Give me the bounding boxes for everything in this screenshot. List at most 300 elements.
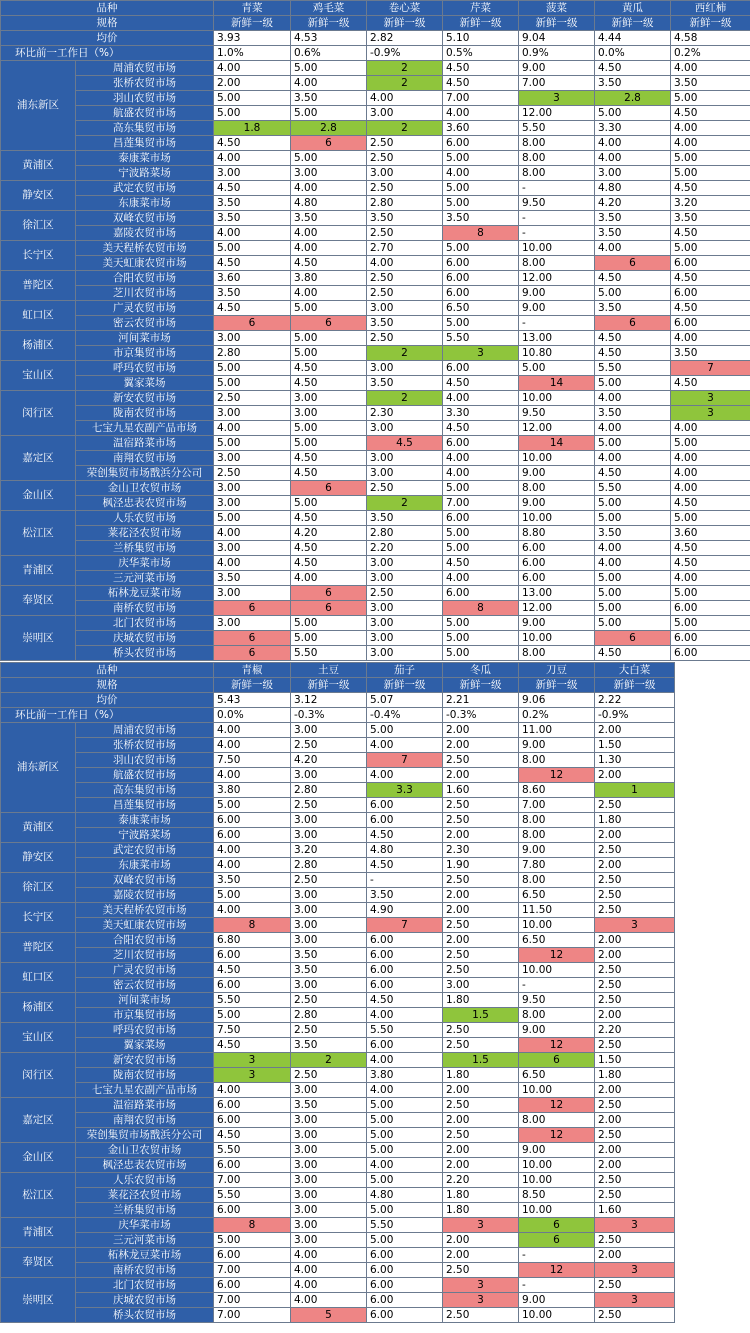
price-cell: 3.50	[367, 888, 443, 903]
table-row	[1, 783, 675, 798]
district-label: 杨浦区	[1, 993, 76, 1023]
price-cell: 6.00	[443, 361, 519, 376]
price-cell: 3.50	[291, 211, 367, 226]
price-cell: 2.30	[443, 843, 519, 858]
table-row	[1, 436, 750, 451]
price-cell: 6	[519, 1053, 595, 1068]
price-cell: 2.8	[291, 121, 367, 136]
price-cell: 3	[443, 1218, 519, 1233]
price-cell: 4.00	[443, 106, 519, 121]
table-row	[1, 406, 750, 421]
market-name: 庆城农贸市场	[76, 1293, 214, 1308]
price-cell: 4.00	[443, 466, 519, 481]
price-cell: 2.00	[595, 1143, 675, 1158]
price-cell: 4.00	[214, 843, 291, 858]
price-cell: 3.00	[367, 646, 443, 661]
spec-header: 新鲜一级	[291, 678, 367, 693]
price-cell: 3.20	[671, 196, 750, 211]
price-cell: 12	[519, 1263, 595, 1278]
market-name: 陇南农贸市场	[76, 1068, 214, 1083]
price-cell: 5.00	[671, 166, 750, 181]
price-cell: 3.80	[367, 1068, 443, 1083]
table-row	[1, 256, 750, 271]
price-table-2	[0, 662, 675, 1323]
price-cell: 3.50	[671, 346, 750, 361]
table-row	[1, 106, 750, 121]
price-cell: 4.00	[595, 556, 671, 571]
market-name: 三元河菜市场	[76, 571, 214, 586]
market-name: 庆华菜市场	[76, 556, 214, 571]
header-row	[1, 46, 750, 61]
price-cell: 4.50	[214, 181, 291, 196]
price-cell: 3.80	[291, 271, 367, 286]
price-cell: 1.80	[595, 813, 675, 828]
price-cell: 2.50	[367, 286, 443, 301]
market-name: 武定农贸市场	[76, 843, 214, 858]
price-cell: 6.00	[367, 798, 443, 813]
price-cell: 3.00	[214, 496, 291, 511]
price-cell: 4.50	[367, 858, 443, 873]
table-row	[1, 1038, 675, 1053]
price-cell: 3.50	[291, 948, 367, 963]
price-cell: 3.00	[214, 616, 291, 631]
table-row	[1, 1278, 675, 1293]
market-name: 泰康菜市场	[76, 813, 214, 828]
price-table-1	[0, 0, 750, 661]
table-row	[1, 1308, 675, 1323]
price-cell: 2.00	[595, 1113, 675, 1128]
change-percent: -0.9%	[595, 708, 675, 723]
price-cell: 9.00	[519, 1023, 595, 1038]
price-cell: 2.00	[443, 1083, 519, 1098]
price-cell: 8	[214, 1218, 291, 1233]
price-cell: 3.00	[291, 1173, 367, 1188]
price-cell: 10.80	[519, 346, 595, 361]
price-cell: 3.00	[291, 723, 367, 738]
price-cell: 8.60	[519, 783, 595, 798]
price-cell: 3	[519, 91, 595, 106]
item-header: 卷心菜	[367, 1, 443, 16]
price-cell: 2.50	[291, 993, 367, 1008]
header-row	[1, 663, 675, 678]
header-row	[1, 693, 675, 708]
market-name: 美天程桥农贸市场	[76, 241, 214, 256]
price-cell: 6	[214, 646, 291, 661]
price-cell: 5.50	[367, 1218, 443, 1233]
district-label: 金山区	[1, 1143, 76, 1173]
price-cell: 5.00	[214, 888, 291, 903]
price-cell: 10.00	[519, 631, 595, 646]
price-cell: 3.00	[367, 361, 443, 376]
change-percent: 0.9%	[519, 46, 595, 61]
table-row	[1, 1203, 675, 1218]
market-name: 嘉陵农贸市场	[76, 226, 214, 241]
table-row	[1, 1098, 675, 1113]
price-cell: 5.00	[291, 496, 367, 511]
price-cell: 2.50	[443, 873, 519, 888]
price-cell: 3.00	[214, 586, 291, 601]
price-cell: 2.50	[595, 798, 675, 813]
price-cell: -	[519, 211, 595, 226]
price-cell: 6	[595, 631, 671, 646]
price-cell: 3	[595, 1293, 675, 1308]
avg-price-label: 均价	[1, 693, 214, 708]
spec-header: 新鲜一级	[595, 678, 675, 693]
price-cell: 2.80	[291, 1008, 367, 1023]
price-cell: 6	[519, 1218, 595, 1233]
price-cell: 10.00	[519, 918, 595, 933]
price-cell: 4.00	[671, 451, 750, 466]
price-cell: 2.20	[595, 1023, 675, 1038]
avg-price-label: 均价	[1, 31, 214, 46]
table-row	[1, 496, 750, 511]
item-header: 菠菜	[519, 1, 595, 16]
change-percent-label: 环比前一工作日（%）	[1, 708, 214, 723]
table-row	[1, 1158, 675, 1173]
price-cell: 4.00	[291, 571, 367, 586]
price-cell: 3.00	[291, 1143, 367, 1158]
price-cell: 3.00	[214, 406, 291, 421]
market-name: 呼玛农贸市场	[76, 361, 214, 376]
price-cell: 6.00	[367, 1278, 443, 1293]
price-cell: 3.00	[291, 813, 367, 828]
table-row	[1, 616, 750, 631]
price-cell: 4.50	[367, 828, 443, 843]
price-cell: 3.20	[291, 843, 367, 858]
price-cell: 6.00	[214, 948, 291, 963]
price-cell: 5.00	[214, 1233, 291, 1248]
avg-price: 5.43	[214, 693, 291, 708]
price-cell: 5.50	[214, 1188, 291, 1203]
price-cell: 4.00	[443, 451, 519, 466]
price-cell: 5.50	[214, 993, 291, 1008]
price-cell: 6.00	[214, 1113, 291, 1128]
market-name: 陇南农贸市场	[76, 406, 214, 421]
market-name: 莱花泾农贸市场	[76, 526, 214, 541]
price-cell: 5.00	[595, 511, 671, 526]
price-cell: 4.00	[443, 571, 519, 586]
change-percent: 0.0%	[595, 46, 671, 61]
table-row	[1, 331, 750, 346]
price-cell: 9.00	[519, 1293, 595, 1308]
price-cell: 3.50	[595, 226, 671, 241]
price-cell: 4.00	[671, 136, 750, 151]
item-header: 大白菜	[595, 663, 675, 678]
market-name: 宁波路菜场	[76, 828, 214, 843]
avg-price: 4.58	[671, 31, 750, 46]
price-cell: 1.50	[595, 1053, 675, 1068]
price-cell: 12.00	[519, 106, 595, 121]
price-cell: 10.00	[519, 511, 595, 526]
market-name: 河间菜市场	[76, 993, 214, 1008]
price-cell: 2.00	[595, 1158, 675, 1173]
market-name: 兰桥集贸市场	[76, 541, 214, 556]
table-row	[1, 798, 675, 813]
item-header: 茄子	[367, 663, 443, 678]
district-label: 青浦区	[1, 556, 76, 586]
market-name: 兰桥集贸市场	[76, 1203, 214, 1218]
price-cell: 2.50	[291, 798, 367, 813]
price-cell: 3.00	[291, 918, 367, 933]
price-cell: 4.50	[214, 256, 291, 271]
price-cell: 9.00	[519, 286, 595, 301]
market-name: 南翔农贸市场	[76, 451, 214, 466]
price-cell: 6.00	[671, 256, 750, 271]
price-cell: 9.00	[519, 1143, 595, 1158]
price-cell: 6	[291, 316, 367, 331]
price-cell: 6.00	[519, 571, 595, 586]
price-cell: 1.80	[443, 993, 519, 1008]
price-cell: 2.50	[367, 331, 443, 346]
price-cell: 5.00	[595, 106, 671, 121]
market-name: 三元河菜市场	[76, 1233, 214, 1248]
price-cell: 3.00	[214, 541, 291, 556]
price-cell: 4.00	[671, 331, 750, 346]
price-cell: 4.00	[214, 61, 291, 76]
price-cell: 4.80	[367, 843, 443, 858]
market-name: 羽山农贸市场	[76, 91, 214, 106]
price-cell: 3.00	[367, 451, 443, 466]
price-cell: 4.00	[443, 391, 519, 406]
price-cell: 2.50	[443, 813, 519, 828]
price-cell: 4.00	[367, 256, 443, 271]
price-cell: 4.50	[291, 466, 367, 481]
price-cell: 1.90	[443, 858, 519, 873]
price-cell: 6	[214, 631, 291, 646]
price-cell: 6.00	[671, 601, 750, 616]
table-row	[1, 211, 750, 226]
price-cell: 2.50	[595, 1098, 675, 1113]
change-percent: -0.3%	[291, 708, 367, 723]
price-cell: 9.00	[519, 616, 595, 631]
price-cell: 3.50	[595, 301, 671, 316]
price-cell: 7	[671, 361, 750, 376]
price-cell: 8	[443, 601, 519, 616]
item-header: 刀豆	[519, 663, 595, 678]
market-name: 航盛农贸市场	[76, 768, 214, 783]
table-row	[1, 813, 675, 828]
district-label: 杨浦区	[1, 331, 76, 361]
price-cell: 4.00	[214, 858, 291, 873]
avg-price: 9.06	[519, 693, 595, 708]
price-cell: 2.50	[291, 1068, 367, 1083]
spec-header: 新鲜一级	[443, 16, 519, 31]
header-row	[1, 678, 675, 693]
price-cell: 3.00	[291, 768, 367, 783]
price-cell: 5.00	[367, 1173, 443, 1188]
change-percent: 0.0%	[214, 708, 291, 723]
price-cell: 3.00	[291, 933, 367, 948]
price-cell: 2.50	[367, 226, 443, 241]
price-cell: 3.50	[671, 76, 750, 91]
price-cell: 2.50	[595, 1128, 675, 1143]
price-cell: 5.00	[214, 241, 291, 256]
price-cell: 8.50	[519, 1188, 595, 1203]
price-cell: 3.00	[367, 166, 443, 181]
price-cell: 5.00	[443, 646, 519, 661]
price-cell: 2.50	[367, 151, 443, 166]
price-cell: 3.00	[291, 1218, 367, 1233]
district-label: 黄浦区	[1, 813, 76, 843]
price-cell: 4.50	[214, 1128, 291, 1143]
price-cell: 4.00	[367, 768, 443, 783]
price-cell: 2.00	[443, 1248, 519, 1263]
market-name: 南桥农贸市场	[76, 1263, 214, 1278]
header-row	[1, 1, 750, 16]
price-cell: 6.00	[671, 631, 750, 646]
price-cell: 4.00	[367, 1008, 443, 1023]
price-cell: 4.50	[671, 226, 750, 241]
market-name: 密云农贸市场	[76, 978, 214, 993]
price-cell: 4.00	[367, 1083, 443, 1098]
price-cell: 5.00	[671, 151, 750, 166]
price-cell: 12	[519, 1098, 595, 1113]
price-cell: 2.20	[443, 1173, 519, 1188]
price-cell: 7.50	[214, 753, 291, 768]
change-percent: 0.2%	[671, 46, 750, 61]
price-cell: 4.00	[291, 226, 367, 241]
price-cell: 4.50	[291, 451, 367, 466]
price-cell: 3.00	[291, 1113, 367, 1128]
price-cell: 4.00	[367, 738, 443, 753]
price-cell: 4.00	[443, 166, 519, 181]
price-cell: 4.50	[671, 301, 750, 316]
price-cell: 5.50	[214, 1143, 291, 1158]
table-row	[1, 91, 750, 106]
price-cell: 3	[443, 1293, 519, 1308]
price-cell: 5.00	[443, 616, 519, 631]
price-cell: 6.00	[214, 978, 291, 993]
change-percent: 0.5%	[443, 46, 519, 61]
price-cell: 3.00	[367, 556, 443, 571]
table-row	[1, 1023, 675, 1038]
price-cell: 5.00	[367, 1203, 443, 1218]
market-name: 新安农贸市场	[76, 391, 214, 406]
price-cell: 6.00	[443, 511, 519, 526]
price-cell: 4.00	[367, 1053, 443, 1068]
price-cell: 2.50	[367, 481, 443, 496]
price-cell: 14	[519, 376, 595, 391]
price-cell: 5.00	[367, 1098, 443, 1113]
price-cell: 4.50	[443, 76, 519, 91]
price-cell: 2.50	[443, 963, 519, 978]
price-cell: 5.00	[443, 526, 519, 541]
spec-header: 新鲜一级	[214, 678, 291, 693]
price-cell: 12.00	[519, 601, 595, 616]
table-row	[1, 526, 750, 541]
price-cell: 6.00	[367, 933, 443, 948]
price-cell: 1.50	[595, 738, 675, 753]
table-row	[1, 723, 675, 738]
market-name: 温宿路菜市场	[76, 1098, 214, 1113]
price-cell: 4.00	[291, 1263, 367, 1278]
price-cell: 4.50	[443, 61, 519, 76]
price-cell: 3.00	[291, 166, 367, 181]
price-cell: 6.00	[443, 286, 519, 301]
price-cell: 4.00	[291, 1248, 367, 1263]
market-name: 东康菜市场	[76, 858, 214, 873]
price-cell: 5.50	[595, 361, 671, 376]
price-cell: 3.50	[214, 571, 291, 586]
price-cell: 4.00	[671, 61, 750, 76]
price-cell: 2.50	[214, 466, 291, 481]
district-label: 金山区	[1, 481, 76, 511]
price-cell: 2.50	[367, 271, 443, 286]
district-label: 崇明区	[1, 616, 76, 661]
market-name: 河间菜市场	[76, 331, 214, 346]
price-cell: 5.00	[443, 631, 519, 646]
price-cell: 3.00	[367, 601, 443, 616]
price-cell: 6	[214, 316, 291, 331]
district-label: 嘉定区	[1, 436, 76, 481]
table-row	[1, 768, 675, 783]
price-cell: 6.00	[367, 1308, 443, 1323]
price-cell: 4.90	[367, 903, 443, 918]
price-cell: 5.00	[595, 616, 671, 631]
change-percent: -0.4%	[367, 708, 443, 723]
price-cell: 12.00	[519, 421, 595, 436]
price-cell: 2.00	[443, 888, 519, 903]
price-cell: 4.50	[595, 466, 671, 481]
price-cell: 3.00	[291, 1188, 367, 1203]
market-name: 翼家菜场	[76, 1038, 214, 1053]
price-cell: 4.50	[443, 421, 519, 436]
table-row	[1, 1083, 675, 1098]
price-cell: 6.00	[214, 813, 291, 828]
price-cell: 3.00	[291, 903, 367, 918]
price-cell: 3.50	[367, 211, 443, 226]
price-cell: 6.50	[519, 888, 595, 903]
price-cell: 8.00	[519, 1008, 595, 1023]
district-label: 普陀区	[1, 271, 76, 301]
market-name: 张桥农贸市场	[76, 76, 214, 91]
price-cell: 2	[367, 346, 443, 361]
spec-header-label: 规格	[1, 16, 214, 31]
price-cell: 5.00	[291, 436, 367, 451]
price-cell: 6.00	[671, 316, 750, 331]
price-cell: 8.00	[519, 1113, 595, 1128]
price-cell: 3.00	[214, 166, 291, 181]
price-cell: 4.80	[291, 196, 367, 211]
market-name: 枫泾忠表农贸市场	[76, 496, 214, 511]
price-cell: 13.00	[519, 586, 595, 601]
market-name: 北门农贸市场	[76, 616, 214, 631]
price-cell: 7.00	[519, 798, 595, 813]
table-row	[1, 993, 675, 1008]
price-cell: 1.60	[595, 1203, 675, 1218]
header-row	[1, 16, 750, 31]
price-cell: 2.00	[443, 768, 519, 783]
price-cell: 8.00	[519, 753, 595, 768]
price-cell: -	[519, 1248, 595, 1263]
change-percent: 0.2%	[519, 708, 595, 723]
market-name: 七宝九星农副产品市场	[76, 421, 214, 436]
table-row	[1, 151, 750, 166]
price-cell: 5.00	[291, 631, 367, 646]
market-name: 荣创集贸市场戬浜分公司	[76, 466, 214, 481]
price-cell: 2.00	[443, 828, 519, 843]
item-header: 鸡毛菜	[291, 1, 367, 16]
price-cell: 8.00	[519, 256, 595, 271]
market-name: 庆城农贸市场	[76, 631, 214, 646]
price-cell: 12	[519, 1038, 595, 1053]
price-cell: 2.00	[595, 723, 675, 738]
market-name: 双峰农贸市场	[76, 211, 214, 226]
market-name: 美天程桥农贸市场	[76, 903, 214, 918]
avg-price: 4.44	[595, 31, 671, 46]
price-cell: 2.50	[595, 1188, 675, 1203]
price-cell: 6.00	[367, 1248, 443, 1263]
